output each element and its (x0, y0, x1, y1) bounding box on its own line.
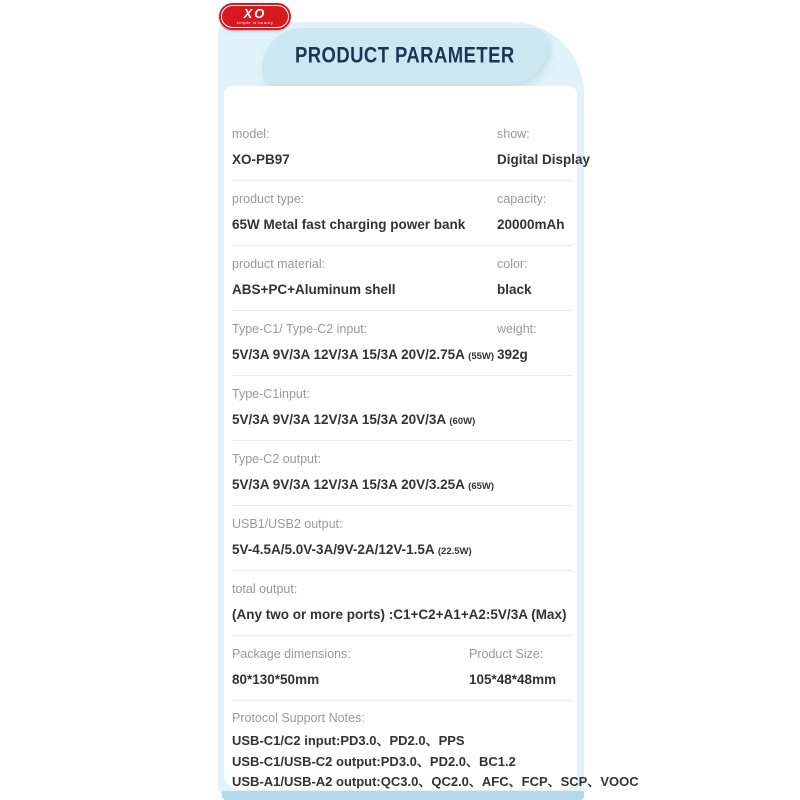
spec-label: weight: (497, 322, 537, 336)
page-title: PRODUCT PARAMETER (295, 43, 515, 68)
spec-value: 65W Metal fast charging power bank (232, 217, 466, 232)
spec-value (232, 541, 573, 561)
spec-value: 20000mAh (497, 217, 565, 232)
spec-value-text: 5V/3A 9V/3A 12V/3A 15/3A 20V/2.75A (232, 347, 465, 362)
protocol-line: USB-C1/C2 input:PD3.0、PD2.0、PPS (232, 733, 465, 748)
spec-row-c1c2-input (232, 311, 573, 376)
spec-label: Type-C1/ Type-C2 input: (232, 322, 368, 336)
protocol-line: USB-A1/USB-A2 output:QC3.0、QC2.0、AFC、FCP、SCP、VOOC (232, 774, 639, 789)
spec-label: Type-C2 output: (232, 452, 321, 466)
xo-logo-text: XO (243, 6, 267, 21)
spec-right (497, 321, 537, 364)
spec-value-text: 5V/3A 9V/3A 12V/3A 15/3A 20V/3A (232, 412, 446, 427)
spec-value: 80*130*50mm (232, 672, 320, 687)
spec-row-model (232, 116, 591, 181)
spec-value: (Any two or more ports) :C1+C2+A1+A2:5V/3A (Max) (232, 607, 567, 622)
spec-value (232, 476, 573, 496)
spec-label: USB1/USB2 output: (232, 517, 343, 531)
spec-value-text: 5V/3A 9V/3A 12V/3A 15/3A 20V/3.25A (232, 477, 465, 492)
xo-logo-tagline: simple is beauty (236, 20, 274, 25)
spec-right (497, 191, 565, 234)
protocol-notes-title: Protocol Support Notes: (232, 711, 365, 725)
spec-value-text: 5V-4.5A/5.0V-3A/9V-2A/12V-1.5A (232, 542, 435, 557)
spec-value: XO-PB97 (232, 152, 290, 167)
spec-value: Digital Display (497, 152, 591, 167)
spec-value: black (497, 282, 532, 297)
spec-label: model: (232, 127, 270, 141)
spec-card (224, 86, 639, 790)
spec-label: capacity: (497, 192, 547, 206)
spec-row-c2-output (232, 441, 573, 506)
spec-row-c1-input (232, 376, 573, 441)
spec-right (497, 126, 590, 169)
protocol-notes (232, 701, 639, 793)
spec-label: product type: (232, 192, 305, 206)
spec-label: product material: (232, 257, 326, 271)
spec-label: show: (497, 127, 530, 141)
spec-label: Package dimensions: (232, 647, 351, 661)
spec-value: 392g (497, 347, 528, 362)
xo-logo-ring (221, 5, 289, 28)
spec-label: Type-C1input: (232, 387, 310, 401)
spec-value: 105*48*48mm (469, 672, 557, 687)
spec-row-dimensions (232, 636, 573, 701)
spec-row-usb-output (232, 506, 573, 571)
spec-table (232, 116, 639, 793)
protocol-line: USB-C1/USB-C2 output:PD3.0、PD2.0、BC1.2 (232, 753, 516, 769)
spec-row-total-output (232, 571, 573, 636)
wattage-note: (60W) (449, 416, 476, 427)
spec-right (469, 646, 556, 689)
wattage-note: (55W) (468, 351, 495, 362)
spec-row-product-type (232, 181, 573, 246)
xo-brand-logo (219, 3, 291, 30)
wattage-note: (65W) (468, 481, 495, 492)
section-banner (262, 28, 548, 84)
product-parameter-panel (218, 22, 639, 800)
spec-value (232, 411, 573, 431)
wattage-note: (22.5W) (437, 546, 472, 557)
spec-label: Product Size: (469, 647, 544, 661)
spec-right (497, 256, 532, 299)
spec-row-material (232, 246, 573, 311)
spec-label: color: (497, 257, 528, 271)
spec-value: ABS+PC+Aluminum shell (232, 282, 396, 297)
bottom-accent-bar (222, 791, 584, 800)
spec-label: total output: (232, 582, 298, 596)
